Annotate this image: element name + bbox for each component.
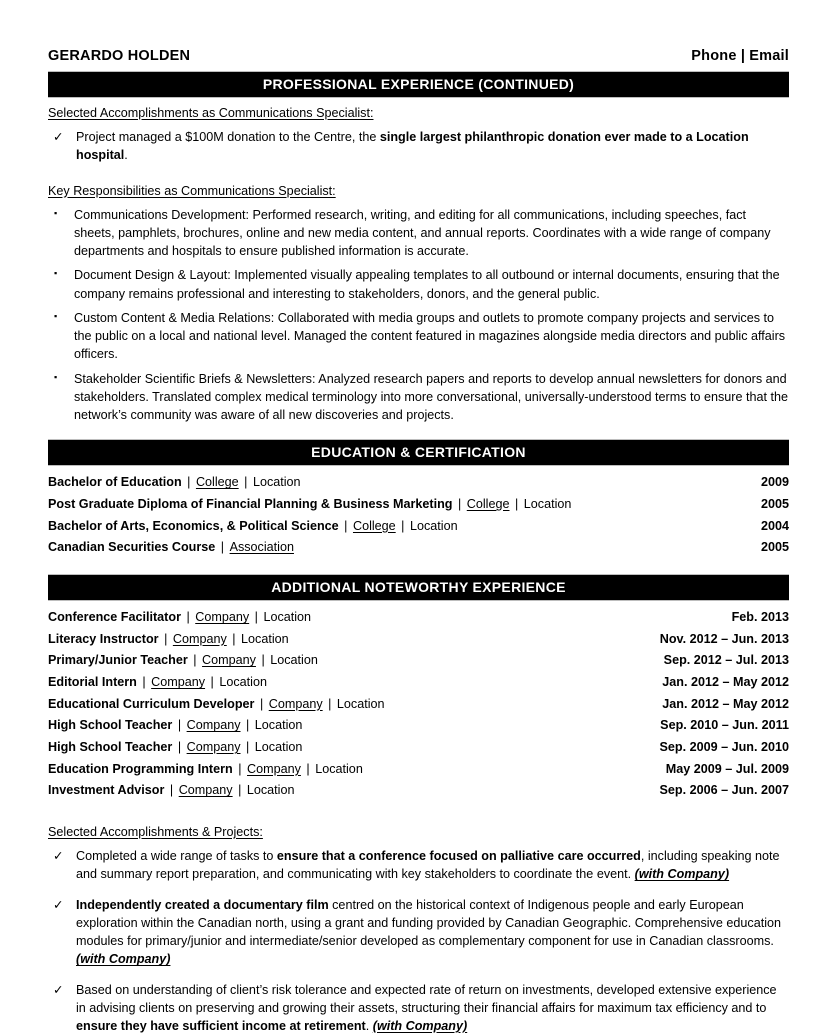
entry-separator: | (138, 675, 150, 690)
entry-title: Education Programming Intern (48, 761, 233, 776)
entry-organization: Company (202, 653, 256, 668)
entry-left (48, 737, 302, 759)
square-bullet-icon: ▪ (54, 268, 58, 279)
candidate-name: GERARDO HOLDEN (48, 48, 191, 64)
responsibilities-list (48, 206, 789, 425)
entry-separator: | (234, 783, 245, 798)
entry-date: Feb. 2013 (731, 610, 789, 625)
entry-separator: | (257, 653, 269, 668)
company-credit: (with Company) (76, 952, 171, 967)
entry-row (48, 650, 789, 672)
checkmark-icon: ✓ (53, 897, 64, 912)
entry-location: Location (241, 631, 289, 646)
list-item-text (74, 311, 785, 362)
list-item-text (76, 983, 777, 1034)
text-bold: single largest philanthropic donation ever made to a Location hospital (76, 130, 749, 163)
entry-row (48, 694, 789, 716)
entry-left (48, 607, 311, 629)
text-plain: Project managed a $100M donation to the Centre, the (76, 130, 380, 145)
entry-organization: College (352, 518, 396, 533)
entry-separator: | (182, 610, 194, 625)
entry-separator: | (242, 718, 253, 733)
entry-location: Location (270, 653, 318, 668)
list-item (48, 370, 789, 425)
checkmark-icon: ✓ (53, 849, 64, 864)
entry-organization: Company (195, 610, 250, 625)
responsibility-label: Document Design & Layout: (74, 268, 231, 283)
entry-left (48, 472, 301, 494)
entry-location: Location (219, 675, 267, 690)
square-bullet-icon: ▪ (54, 310, 58, 321)
entry-date: Sep. 2009 – Jun. 2010 (659, 740, 789, 755)
responsibility-label: Stakeholder Scientific Briefs & Newsletters: (74, 371, 316, 386)
entry-date: 2004 (760, 518, 789, 533)
responsibility-text: Collaborated with media groups and outlets to promote company projects and services to the public on a local and national level. Managed the content featured in magazines alongside media directors and public affairs officers. (74, 310, 786, 362)
checkmark-icon: ✓ (53, 982, 64, 997)
entry-location: Location (246, 783, 295, 798)
entry-date: Sep. 2010 – Jun. 2011 (660, 718, 789, 733)
entry-separator: | (397, 518, 408, 533)
entry-date: Sep. 2006 – Jun. 2007 (659, 783, 789, 798)
square-bullet-icon: ▪ (54, 371, 58, 382)
entry-separator: | (454, 497, 465, 512)
list-item (48, 309, 789, 364)
entry-separator: | (256, 696, 267, 711)
checkmark-icon: ✓ (53, 130, 64, 145)
entry-date: 2005 (760, 540, 789, 555)
entry-organization: College (195, 475, 239, 490)
accomplishments-list (48, 128, 789, 165)
list-item (48, 266, 789, 303)
entry-separator: | (160, 631, 171, 646)
education-entry-list (48, 472, 789, 559)
section-banner-education: EDUCATION & CERTIFICATION (48, 440, 789, 465)
responsibility-label: Custom Content & Media Relations: (74, 310, 275, 325)
entry-date: May 2009 – Jul. 2009 (665, 761, 789, 776)
entry-left (48, 650, 318, 672)
text-bold: ensure that a conference focused on palliative care occurred (276, 849, 641, 864)
entry-left (48, 494, 571, 516)
entry-separator: | (251, 610, 262, 625)
entry-row (48, 516, 789, 538)
entry-organization: Company (178, 783, 233, 798)
entry-date: 2005 (760, 497, 789, 512)
entry-separator: | (183, 475, 194, 490)
entry-location: Location (263, 610, 312, 625)
text-bold: Independently created a documentary film (76, 897, 329, 912)
entry-location: Location (252, 475, 301, 490)
entry-title: Primary/Junior Teacher (48, 653, 188, 668)
entry-row (48, 780, 789, 802)
text-plain: Based on understanding of client’s risk tolerance and expected rate of return on investments, developed extensive experience in advising clients on preserving and growing their assets, structuring their financial affairs for maximum tax efficiency and to (76, 982, 777, 1015)
entry-separator: | (166, 783, 177, 798)
entry-organization: Company (151, 675, 206, 690)
entry-left (48, 759, 363, 781)
entry-title: High School Teacher (48, 740, 173, 755)
entry-location: Location (336, 696, 385, 711)
entry-separator: | (174, 740, 185, 755)
entry-location: Location (315, 761, 363, 776)
document-header (48, 0, 789, 64)
company-credit: (with Company) (372, 1019, 468, 1034)
entry-separator: | (324, 696, 335, 711)
entry-separator: | (217, 540, 228, 555)
entry-title: Literacy Instructor (48, 631, 159, 646)
entry-left (48, 694, 385, 716)
entry-separator: | (189, 653, 201, 668)
section-banner-additional-experience: ADDITIONAL NOTEWORTHY EXPERIENCE (48, 575, 789, 600)
list-item (48, 981, 789, 1035)
selected-accomplishments-heading: Selected Accomplishments as Communications Specialist: (48, 106, 374, 121)
entry-title: Investment Advisor (48, 783, 165, 798)
entry-row (48, 737, 789, 759)
square-bullet-icon: ▪ (54, 207, 58, 218)
selected-projects-heading-wrap (48, 816, 789, 841)
responsibility-text: Performed research, writing, and editing for all communications, including speeches, fact sheets, pamphlets, brochures, online and new media content, and annual reports. Coordinates with a wide range of company departments and hospitals to ensure published information is accurate. (74, 207, 771, 259)
entry-separator: | (302, 761, 314, 776)
company-credit: (with Company) (634, 867, 730, 882)
list-item-text (74, 268, 780, 300)
entry-row (48, 629, 789, 651)
selected-accomplishments-heading-wrap (48, 97, 789, 122)
entry-title: Post Graduate Diploma of Financial Planning & Business Marketing (48, 497, 453, 512)
text-bold: ensure they have sufficient income at retirement (76, 1019, 366, 1034)
entry-left (48, 780, 295, 802)
entry-title: High School Teacher (48, 718, 173, 733)
list-item-text (74, 372, 788, 423)
entry-organization: Company (172, 631, 227, 646)
entry-left (48, 715, 302, 737)
selected-projects-heading: Selected Accomplishments & Projects: (48, 825, 263, 840)
list-item-text (74, 208, 771, 259)
list-item (48, 847, 789, 884)
entry-separator: | (228, 631, 240, 646)
entry-row (48, 759, 789, 781)
entry-left (48, 537, 294, 559)
text-plain: . (365, 1019, 373, 1034)
list-item-text (76, 849, 780, 881)
entry-organization: Company (186, 718, 241, 733)
entry-organization: Company (268, 696, 323, 711)
entry-date: Sep. 2012 – Jul. 2013 (663, 653, 789, 668)
list-item-text (76, 130, 749, 162)
entry-organization: Association (229, 540, 294, 555)
list-item (48, 206, 789, 261)
entry-title: Bachelor of Education (48, 475, 182, 490)
entry-row (48, 715, 789, 737)
entry-separator: | (174, 718, 185, 733)
text-plain: centred on the historical context of Indigenous people and early European exploration within the Canadian north, using a grant and funding provided by Canadian Geographic. Comprehensive education modules for primary/junior and intermediate/senior developed as complementary component for use in Canadian classrooms. (76, 897, 782, 949)
contact-info: Phone | Email (691, 48, 789, 64)
entry-organization: Company (247, 761, 301, 776)
entry-location: Location (254, 740, 303, 755)
entry-row (48, 672, 789, 694)
entry-left (48, 672, 267, 694)
entry-left (48, 516, 458, 538)
entry-date: Jan. 2012 – May 2012 (662, 696, 789, 711)
entry-title: Editorial Intern (48, 675, 137, 690)
entry-title: Canadian Securities Course (48, 540, 216, 555)
entry-separator: | (511, 497, 522, 512)
additional-experience-entry-list (48, 607, 789, 802)
responsibility-label: Communications Development: (74, 207, 249, 222)
key-responsibilities-heading: Key Responsibilities as Communications Specialist: (48, 183, 336, 198)
responsibility-text: Analyzed research papers and reports to develop annual newsletters for donors and stakeholders. Translated complex medical terminology into more conversational, universally-understood terms to ensure that the network’s community was aware of all new discoveries and projects. (74, 371, 789, 423)
entry-title: Bachelor of Arts, Economics, & Political Science (48, 518, 339, 533)
entry-separator: | (207, 675, 218, 690)
text-plain: . (124, 148, 128, 163)
list-item (48, 896, 789, 969)
list-item-text (76, 898, 781, 967)
entry-date: Jan. 2012 – May 2012 (662, 675, 789, 690)
entry-row (48, 607, 789, 629)
entry-separator: | (242, 740, 253, 755)
entry-row (48, 537, 789, 559)
text-plain: , including speaking note and summary report preparation, and communicating with key stakeholders to coordinate the event. (76, 849, 780, 882)
entry-date: 2009 (760, 475, 789, 490)
text-plain: Completed a wide range of tasks to (76, 849, 277, 864)
entry-location: Location (254, 718, 303, 733)
responsibility-text: Implemented visually appealing templates to all outbound or internal documents, ensuring that the company remains professional and interesting to stakeholders, donors, and the general public. (74, 268, 780, 301)
list-item (48, 128, 789, 165)
entry-organization: College (466, 497, 510, 512)
entry-row (48, 472, 789, 494)
entry-location: Location (523, 497, 572, 512)
projects-list (48, 847, 789, 1035)
entry-organization: Company (186, 740, 241, 755)
entry-separator: | (340, 518, 351, 533)
entry-title: Educational Curriculum Developer (48, 696, 255, 711)
entry-left (48, 629, 289, 651)
entry-separator: | (234, 761, 246, 776)
entry-title: Conference Facilitator (48, 610, 181, 625)
key-responsibilities-heading-wrap (48, 175, 789, 200)
entry-location: Location (409, 518, 458, 533)
section-banner-professional-experience: PROFESSIONAL EXPERIENCE (CONTINUED) (48, 72, 789, 97)
entry-date: Nov. 2012 – Jun. 2013 (659, 631, 789, 646)
entry-row (48, 494, 789, 516)
entry-separator: | (240, 475, 251, 490)
